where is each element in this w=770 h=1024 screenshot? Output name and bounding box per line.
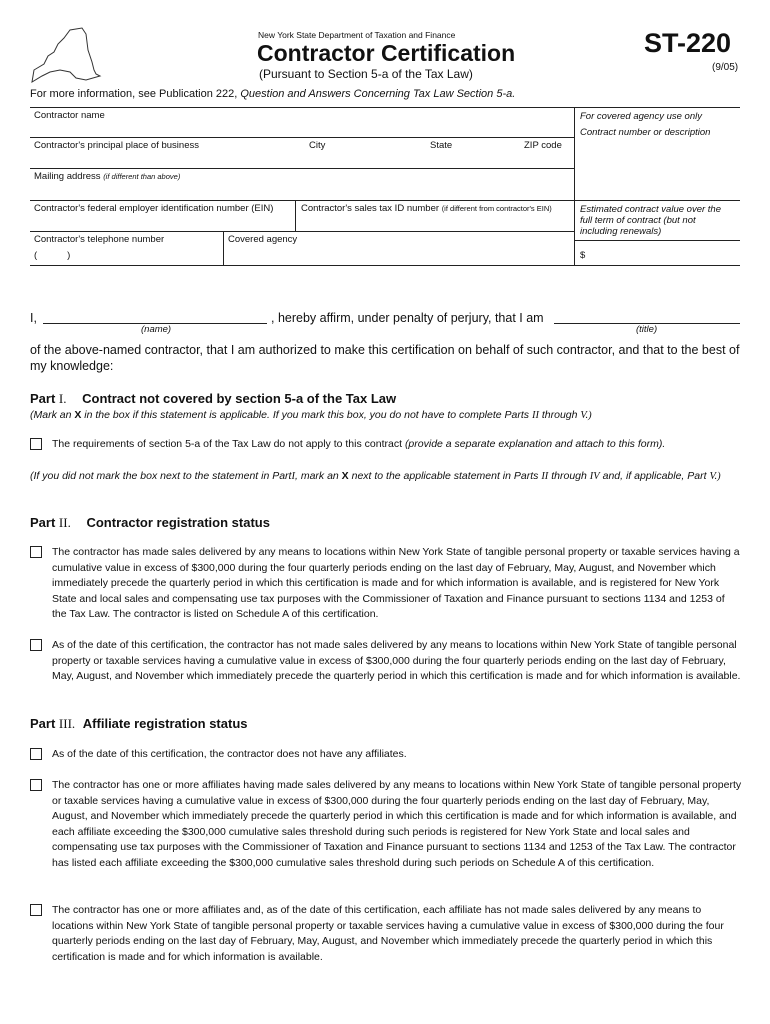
part-title: Contractor registration status	[86, 515, 270, 530]
item-text: The requirements of section 5-a of the Tax Law do not apply to this contract	[52, 438, 403, 450]
sales-tax-id-label: Contractor's sales tax ID number	[301, 203, 440, 214]
grid-line	[30, 265, 740, 266]
note-text: through	[541, 409, 578, 421]
note-text: next to the applicable statement in Parts	[351, 470, 539, 482]
note-roman: II	[541, 471, 549, 482]
info-line	[30, 88, 515, 100]
name-caption: (name)	[141, 324, 172, 335]
note-roman: V.)	[580, 410, 592, 421]
part-number: II.	[58, 515, 71, 530]
part-2-item-2-text: As of the date of this certification, the contractor has not made sales delivered by any means to locations within New York State of tangible personal property or taxable services having a cumulative value in excess of $300,000 during the four quarterly periods ending on the last day of February, May, August, and November which immediately precede the quarterly period in which this certification is made and for which information is available.	[52, 639, 741, 682]
telephone-format	[34, 250, 220, 261]
part-3-item-2	[30, 778, 742, 871]
part-3-checkbox-1[interactable]	[30, 748, 42, 760]
info-prefix: For more information, see Publication 222,	[30, 88, 238, 100]
part-3-item-1	[30, 747, 742, 763]
note-text: , mark an	[294, 470, 339, 482]
contractor-name-field[interactable]: Contractor name	[34, 110, 105, 121]
grid-line	[30, 168, 574, 169]
part-title: Affiliate registration status	[82, 716, 248, 731]
affirmation-middle: , hereby affirm, under penalty of perjury, that I am	[271, 311, 544, 325]
part-label: Part	[30, 515, 56, 530]
part-1-checkbox[interactable]	[30, 438, 42, 450]
part-2-item-2	[30, 638, 742, 685]
grid-line	[574, 107, 575, 265]
part-3-checkbox-3[interactable]	[30, 904, 42, 916]
sales-tax-id-field[interactable]	[301, 203, 571, 229]
note-roman: I	[291, 471, 295, 482]
note-roman: II	[531, 410, 539, 421]
estimated-value-field[interactable]: $	[580, 250, 586, 261]
grid-line	[30, 107, 740, 108]
part-2-heading	[30, 515, 270, 531]
note-x: X	[74, 409, 82, 421]
zip-code-field[interactable]: ZIP code	[524, 140, 562, 151]
note-text: in the box if this statement is applicable. If you mark this box, you do not have to complete Parts	[84, 409, 530, 421]
part-3-item-3-text: The contractor has one or more affiliates and, as of the date of this certification, each affiliate has not made sales delivered by any means to locations within New York State of tangible personal property or taxable services having a cumulative value in excess of $300,000 during the four quarterly periods ending on the last day of February, May, August, and November which immediately precede the quarterly period in which this certification is made and for which information is available.	[52, 904, 724, 963]
part-3-item-2-text: The contractor has one or more affiliates having made sales delivered by any means to locations within New York State of tangible personal property or taxable services having a cumulative value in excess of $300,000 during the four quarterly periods ending on the last day of February, May, August, and November which immediately precede the quarterly period in which this certification is made and for which information is available, and each affiliate exceeding the $300,000 cumulative sales threshold during such periods is registered for New York State and local sales and compensating use tax purposes with the Commissioner of Taxation and Finance pursuant to sections 1134 and 1253 of the Tax Law. The contractor has listed each affiliate exceeding the $300,000 cumulative sales threshold during such periods on Schedule A of this certification.	[52, 779, 742, 869]
telephone-label: Contractor's telephone number	[34, 234, 165, 245]
mailing-address-label: Mailing address	[34, 171, 101, 182]
note-text: through	[551, 470, 587, 482]
grid-line	[30, 200, 740, 201]
part-label: Part	[30, 716, 56, 731]
city-field[interactable]: City	[309, 140, 326, 151]
contract-number-field[interactable]: Contract number or description	[580, 127, 711, 138]
area-code-open: (	[34, 250, 38, 261]
part-1-heading	[30, 391, 396, 407]
part-number: I.	[58, 391, 67, 406]
area-code-close: )	[67, 250, 71, 261]
principal-place-field[interactable]: Contractor's principal place of business	[34, 140, 199, 151]
covered-agency-field[interactable]: Covered agency	[228, 234, 298, 245]
note-text: (Mark an	[30, 409, 72, 421]
agency-name: New York State Department of Taxation and Finance	[258, 30, 456, 40]
grid-line	[30, 231, 574, 232]
state-field[interactable]: State	[430, 140, 453, 151]
part-2-item-1	[30, 545, 742, 623]
part-1-item	[30, 437, 742, 453]
note-text: (If you did not mark the box next to the statement in Part	[30, 470, 292, 482]
mailing-address-field[interactable]	[34, 171, 570, 198]
form-subtitle: (Pursuant to Section 5-a of the Tax Law)	[259, 67, 473, 81]
form-number: ST-220	[644, 28, 732, 58]
part-2-checkbox-1[interactable]	[30, 546, 42, 558]
between-parts-note	[30, 469, 742, 484]
grid-line	[295, 200, 296, 231]
agency-use-label: For covered agency use only	[580, 111, 702, 122]
telephone-field[interactable]	[34, 234, 220, 263]
part-3-item-3	[30, 903, 742, 965]
mailing-address-note: (if different than above)	[103, 172, 181, 181]
note-roman: IV	[589, 471, 600, 482]
part-3-heading	[30, 716, 248, 732]
title-caption: (title)	[636, 324, 658, 335]
part-label: Part	[30, 391, 56, 406]
form-revision-date: (9/05)	[712, 62, 739, 73]
grid-line	[30, 137, 574, 138]
item-italic: (provide a separate explanation and attach to this form).	[404, 438, 666, 450]
grid-line	[223, 231, 224, 265]
affirmation-statement: of the above-named contractor, that I am authorized to make this certification on behalf of such contractor, and that to the best of my knowledge:	[30, 343, 740, 373]
new-york-state-map-icon	[30, 26, 102, 84]
note-x: X	[341, 470, 349, 482]
note-text: and, if applicable, Part	[602, 470, 707, 482]
form-title: Contractor Certification	[257, 40, 516, 66]
info-publication: Question and Answers Concerning Tax Law Section 5-a.	[240, 88, 516, 100]
part-title: Contract not covered by section 5-a of the Tax Law	[82, 391, 397, 406]
grid-line	[574, 240, 740, 241]
part-number: III.	[58, 716, 76, 731]
part-2-item-1-text: The contractor has made sales delivered by any means to locations within New York State of tangible personal property or taxable services having a cumulative value in excess of $300,000 during the four quarterly periods ending on the last day of February, May, August, and November which immediately precede the quarterly period in which this certification is made and for which information is available, and is registered for New York State and local sales and compensating use tax purposes with the Commissioner of Taxation and Finance pursuant to sections 1134 and 1253 of the Tax Law. The contractor is listed on Schedule A of this certification.	[52, 546, 740, 620]
ein-field[interactable]: Contractor's federal employer identification number (EIN)	[34, 203, 274, 214]
part-1-note	[30, 408, 742, 423]
estimated-value-label: Estimated contract value over the full term of contract (but not including renewals)	[580, 204, 721, 237]
affirmation-prefix: I,	[30, 311, 37, 325]
part-3-item-1-text: As of the date of this certification, the contractor does not have any affiliates.	[52, 748, 407, 760]
note-roman: V.)	[709, 471, 721, 482]
part-1-item-text	[52, 437, 742, 453]
part-3-checkbox-2[interactable]	[30, 779, 42, 791]
part-2-checkbox-2[interactable]	[30, 639, 42, 651]
sales-tax-id-note: (if different from contractor's EIN)	[441, 204, 552, 213]
